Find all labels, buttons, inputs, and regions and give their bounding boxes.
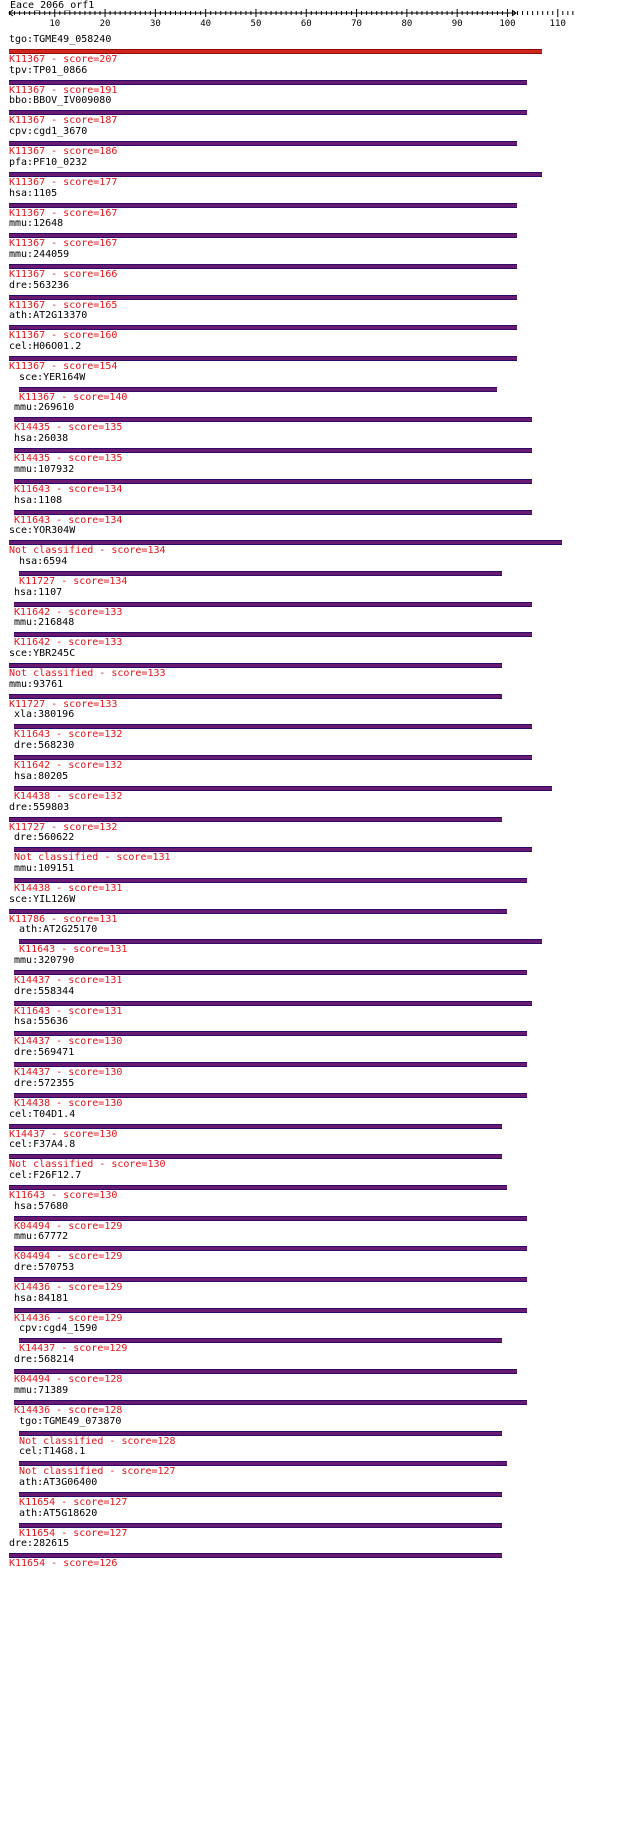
hit-row: [0, 188, 620, 220]
hit-row: [0, 771, 620, 803]
ruler-tick-label: 90: [451, 19, 463, 28]
hit-row: [0, 1016, 620, 1048]
hit-ko-score-link[interactable]: K11727 - score=134: [19, 575, 128, 587]
hit-ko-score-link[interactable]: K11643 - score=134: [14, 514, 123, 526]
ruler-tick-label: 30: [149, 19, 161, 28]
hit-gene-link[interactable]: ath:AT3G06400: [19, 1476, 98, 1488]
hit-ko-score-link[interactable]: K14438 - score=131: [14, 882, 123, 894]
hit-gene-link[interactable]: mmu:320790: [14, 955, 75, 966]
hit-row: [0, 525, 620, 557]
hit-row: [0, 495, 620, 527]
hit-ko-score-link[interactable]: K11367 - score=186: [9, 146, 118, 158]
hit-ko-score-link[interactable]: K14437 - score=129: [19, 1343, 128, 1355]
hit-gene-link[interactable]: cel:F26F12.7: [9, 1169, 82, 1181]
hit-gene-link[interactable]: tgo:TGME49_073870: [19, 1415, 122, 1427]
hit-ko-score-link[interactable]: K11367 - score=166: [9, 268, 118, 280]
hit-ko-score-link[interactable]: Not classified - score=127: [19, 1466, 176, 1478]
hit-ko-score-link[interactable]: K11642 - score=133: [14, 637, 123, 649]
hit-ko-score-link[interactable]: K11367 - score=167: [9, 238, 118, 250]
hit-ko-score-link[interactable]: Not classified - score=133: [9, 668, 166, 679]
hit-row: [0, 986, 620, 1018]
hit-row: [0, 1354, 620, 1386]
hit-ko-score-link[interactable]: K11643 - score=134: [14, 483, 123, 495]
hit-row: [0, 280, 620, 312]
hit-row: [0, 587, 620, 619]
hit-ko-score-link[interactable]: K11367 - score=140: [19, 391, 128, 403]
hit-gene-link[interactable]: mmu:109151: [14, 862, 75, 874]
position-ruler: [0, 0, 620, 28]
hit-row: [0, 556, 620, 588]
hit-ko-score-link[interactable]: Not classified - score=128: [19, 1435, 176, 1447]
hit-ko-score-link[interactable]: K11643 - score=131: [19, 944, 128, 956]
hit-row: [0, 740, 620, 772]
hit-ko-score-link[interactable]: K11367 - score=177: [9, 176, 118, 188]
hit-row: [0, 433, 620, 465]
hit-ko-score-link[interactable]: K11643 - score=130: [9, 1189, 118, 1201]
hit-row: [0, 1508, 620, 1540]
hit-row: [0, 65, 620, 97]
hit-ko-score-link[interactable]: K11367 - score=154: [9, 361, 118, 372]
hit-gene-link[interactable]: bbo:BBOV_IV009080: [9, 95, 112, 107]
hit-gene-link[interactable]: tpv:TP01_0866: [9, 64, 88, 76]
hit-row: [0, 1170, 620, 1202]
hit-ko-score-link[interactable]: K11654 - score=126: [9, 1558, 118, 1570]
hit-row: [0, 955, 620, 987]
hit-gene-link[interactable]: cpv:cgd4_1590: [19, 1323, 98, 1335]
hit-ko-score-link[interactable]: K04494 - score=128: [14, 1374, 123, 1386]
hit-row: [0, 802, 620, 834]
hit-row: [0, 464, 620, 496]
hit-gene-link[interactable]: dre:568214: [14, 1354, 75, 1366]
hit-row: [0, 1385, 620, 1417]
hit-gene-link[interactable]: sce:YOR304W: [9, 525, 76, 537]
ruler-tick-label: 20: [99, 19, 111, 28]
hit-ko-score-link[interactable]: K11642 - score=132: [14, 760, 123, 772]
hit-gene-link[interactable]: dre:563236: [9, 279, 70, 291]
hit-row: [0, 679, 620, 711]
hit-ko-score-link[interactable]: K11367 - score=165: [9, 299, 118, 311]
hit-ko-score-link[interactable]: K11786 - score=131: [9, 913, 118, 925]
hit-ko-score-link[interactable]: K11642 - score=133: [14, 606, 123, 618]
hit-ko-score-link[interactable]: Not classified - score=131: [14, 852, 171, 864]
ruler-tick-label: 80: [401, 19, 413, 28]
hit-gene-link[interactable]: mmu:216848: [14, 617, 75, 629]
hit-gene-link[interactable]: cel:F37A4.8: [9, 1139, 76, 1151]
hit-ko-score-link[interactable]: K14437 - score=130: [14, 1036, 123, 1048]
hit-row: [0, 1139, 620, 1171]
hit-ko-score-link[interactable]: K11367 - score=167: [9, 207, 118, 219]
hit-gene-link[interactable]: ath:AT2G13370: [9, 310, 88, 322]
hit-ko-score-link[interactable]: Not classified - score=130: [9, 1159, 166, 1171]
ruler-tick-label: 100: [499, 19, 516, 28]
hit-gene-link[interactable]: hsa:55636: [14, 1016, 69, 1028]
hit-ko-score-link[interactable]: K11643 - score=132: [14, 729, 123, 741]
hit-ko-score-link[interactable]: K14436 - score=129: [14, 1282, 123, 1293]
hit-gene-link[interactable]: hsa:80205: [14, 770, 69, 782]
hit-gene-link[interactable]: cel:T14G8.1: [19, 1446, 86, 1458]
hit-row: [0, 157, 620, 189]
hit-row: [0, 617, 620, 649]
hit-gene-link[interactable]: dre:568230: [14, 740, 75, 752]
hit-gene-link[interactable]: cel:T04D1.4: [9, 1108, 76, 1120]
hit-row: [0, 924, 620, 956]
hit-row: [0, 1293, 620, 1325]
hit-gene-link[interactable]: mmu:107932: [14, 463, 75, 475]
hit-row: [0, 1078, 620, 1110]
hit-gene-link[interactable]: cel:H06O01.2: [9, 341, 82, 352]
query-title: Eace_2066_orf1: [10, 0, 95, 11]
hit-gene-link[interactable]: mmu:93761: [9, 678, 64, 690]
hit-ko-score-link[interactable]: Not classified - score=134: [9, 545, 166, 557]
hit-gene-link[interactable]: hsa:6594: [19, 555, 68, 567]
hit-ko-score-link[interactable]: K14436 - score=129: [14, 1312, 123, 1324]
hit-ko-score-link[interactable]: K14437 - score=130: [9, 1128, 118, 1140]
hit-gene-link[interactable]: hsa:1108: [14, 494, 63, 506]
hit-gene-link[interactable]: sce:YBR245C: [9, 648, 76, 659]
hit-row: [0, 341, 620, 373]
hit-row: [0, 1201, 620, 1233]
hit-row: [0, 1231, 620, 1263]
hit-row: [0, 863, 620, 895]
hit-gene-link[interactable]: dre:282615: [9, 1538, 70, 1550]
hit-gene-link[interactable]: mmu:71389: [14, 1384, 69, 1396]
hit-ko-score-link[interactable]: K11367 - score=187: [9, 115, 118, 127]
hit-gene-link[interactable]: hsa:1107: [14, 586, 63, 598]
ruler-tick-label: 70: [351, 19, 362, 28]
hit-gene-link[interactable]: hsa:26038: [14, 433, 69, 445]
hit-gene-link[interactable]: mmu:244059: [9, 248, 70, 260]
hit-ko-score-link[interactable]: K14438 - score=130: [14, 1097, 123, 1109]
hit-gene-link[interactable]: hsa:84181: [14, 1292, 69, 1304]
hit-gene-link[interactable]: dre:560622: [14, 832, 75, 844]
hit-row: [0, 402, 620, 434]
hit-row: [0, 1047, 620, 1079]
hit-gene-link[interactable]: sce:YIL126W: [9, 893, 76, 905]
hit-row: [0, 249, 620, 281]
hit-gene-link[interactable]: ath:AT5G18620: [19, 1507, 98, 1519]
hit-ko-score-link[interactable]: K11727 - score=133: [9, 698, 118, 710]
ruler-tick-label: 50: [250, 19, 262, 28]
hit-row: [0, 894, 620, 926]
ruler-tick-label: 60: [300, 19, 312, 28]
hit-row: [0, 34, 620, 66]
hit-gene-link[interactable]: mmu:12648: [9, 218, 64, 230]
ruler-tick-label: 10: [49, 19, 61, 28]
hit-ko-score-link[interactable]: K11654 - score=127: [19, 1527, 128, 1539]
hit-gene-link[interactable]: mmu:67772: [14, 1231, 69, 1243]
hit-row: [0, 1109, 620, 1141]
hit-ko-score-link[interactable]: K14438 - score=132: [14, 790, 123, 802]
hit-ko-score-link[interactable]: K11654 - score=127: [19, 1496, 128, 1508]
hit-ko-score-link[interactable]: K11367 - score=207: [9, 54, 118, 65]
hit-ko-score-link[interactable]: K11367 - score=160: [9, 330, 118, 342]
hit-gene-link[interactable]: hsa:1105: [9, 187, 58, 199]
ruler-tick-label: 40: [200, 19, 212, 28]
hit-gene-link[interactable]: dre:572355: [14, 1077, 75, 1089]
hit-gene-link[interactable]: dre:558344: [14, 985, 75, 997]
hit-row: [0, 832, 620, 864]
hit-ko-score-link[interactable]: K14437 - score=131: [14, 975, 123, 986]
hit-ko-score-link[interactable]: K11727 - score=132: [9, 821, 118, 833]
hit-gene-link[interactable]: ath:AT2G25170: [19, 924, 98, 936]
hit-gene-link[interactable]: xla:380196: [14, 709, 75, 721]
hit-row: [0, 1323, 620, 1355]
hit-row: [0, 310, 620, 342]
hit-ko-score-link[interactable]: K14436 - score=128: [14, 1404, 123, 1416]
hit-row: [0, 218, 620, 250]
hit-ko-score-link[interactable]: K14435 - score=135: [14, 453, 123, 465]
hit-ko-score-link[interactable]: K11367 - score=191: [9, 84, 118, 96]
hit-gene-link[interactable]: hsa:57680: [14, 1200, 69, 1212]
hit-row: [0, 1477, 620, 1509]
hit-gene-link[interactable]: dre:569471: [14, 1047, 75, 1059]
hit-gene-link[interactable]: tgo:TGME49_058240: [9, 34, 112, 45]
hit-row: [0, 1446, 620, 1478]
hit-row: [0, 709, 620, 741]
hit-ko-score-link[interactable]: K11643 - score=131: [14, 1005, 123, 1017]
hit-row: [0, 1262, 620, 1294]
hit-row: [0, 648, 620, 680]
hit-gene-link[interactable]: cpv:cgd1_3670: [9, 126, 88, 138]
hit-gene-link[interactable]: pfa:PF10_0232: [9, 156, 88, 168]
hit-ko-score-link[interactable]: K14437 - score=130: [14, 1067, 123, 1079]
hit-ko-score-link[interactable]: K04494 - score=129: [14, 1220, 123, 1232]
ruler-tick-label: 110: [549, 19, 566, 28]
hit-gene-link[interactable]: dre:570753: [14, 1262, 75, 1273]
hit-row: [0, 95, 620, 127]
hit-gene-link[interactable]: dre:559803: [9, 801, 70, 813]
hit-row: [0, 126, 620, 158]
hit-gene-link[interactable]: sce:YER164W: [19, 371, 86, 383]
hit-row: [0, 1538, 620, 1570]
hit-row: [0, 1416, 620, 1448]
hit-ko-score-link[interactable]: K14435 - score=135: [14, 422, 123, 434]
hit-ko-score-link[interactable]: K04494 - score=129: [14, 1251, 123, 1263]
hit-gene-link[interactable]: mmu:269610: [14, 402, 75, 414]
hit-row: [0, 372, 620, 404]
